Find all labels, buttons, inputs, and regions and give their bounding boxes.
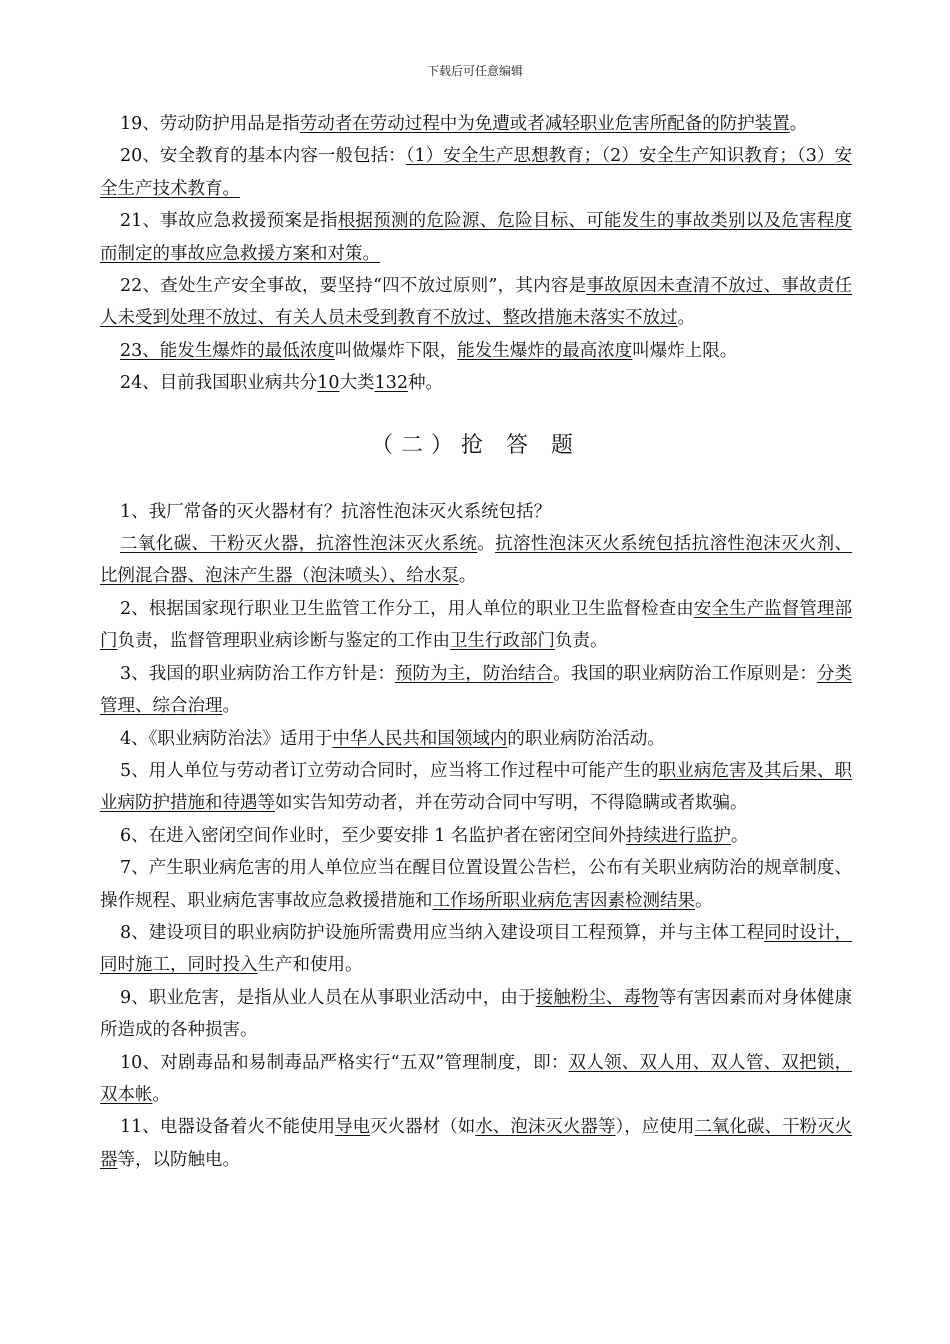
text: 。 <box>222 696 240 717</box>
answer: 中华人民共和国领域内 <box>332 728 508 749</box>
answer-8 <box>100 917 852 982</box>
text: 9、职业危害，是指从业人员在从事职业活动中，由于 <box>120 987 536 1008</box>
answer: 根据预测的危险源、危险目标、可能发生的事故类别以及危害程度而制定的事故应急救援方案和对策。 <box>100 211 852 264</box>
text: 8、建设项目的职业病防护设施所需费用应当纳入建设项目工程预算，并与主体工程 <box>120 922 765 943</box>
text: 4、《职业病防治法》适用于 <box>120 728 333 749</box>
answer-9 <box>100 982 852 1047</box>
text: 如实告知劳动者，并在劳动合同中写明，不得隐瞒或者欺骗。 <box>275 793 748 814</box>
answer: 卫生行政部门 <box>450 631 555 652</box>
text: 种。 <box>407 373 443 394</box>
text: 。我国的职业病防治工作原则是： <box>553 663 817 684</box>
question-21 <box>100 205 852 270</box>
page-header: 下载后可任意编辑 <box>426 64 523 78</box>
text: 等，以防触电。 <box>117 1149 240 1170</box>
answer: 23、能发生爆炸的最低浓度 <box>120 340 335 361</box>
text: 。 <box>152 1084 170 1105</box>
answer: 抗溶性泡沫灭火系统包括抗溶性泡沫灭火剂、比例混合器、泡沫产生器（泡沫喷头）、给水泵 <box>100 534 853 587</box>
text: 21、事故应急救援预案是指 <box>120 211 338 232</box>
text: 的职业病防治活动。 <box>507 728 665 749</box>
answer: 分类管理、综合治理 <box>100 663 853 717</box>
text: 叫做爆炸下限， <box>334 340 458 361</box>
answer-2 <box>100 593 852 658</box>
answer: 10 <box>317 373 340 394</box>
question-24 <box>100 367 852 399</box>
answer: 双人领、双人用、双人管、双把锁，双本帐 <box>100 1052 852 1105</box>
text: 7、产生职业病危害的用人单位应当在醒目位置设置公告栏，公布有关职业病防治的规章制度、操作规程、职业病危害事故应急救援措施和 <box>100 858 852 911</box>
text: 6、在进入密闭空间作业时，至少要安排 1 名监护者在密闭空间外 <box>120 825 626 846</box>
question-19 <box>100 108 852 140</box>
answer: 工作场所职业病危害因素检测结果 <box>432 890 695 911</box>
answer: （1）安全生产思想教育；（2）安全生产知识教育；（3）安全生产技术教育。 <box>100 146 852 199</box>
text: 11、电器设备着火不能使用 <box>120 1117 336 1138</box>
text: 20、安全教育的基本内容一般包括： <box>120 146 406 167</box>
question-22 <box>100 270 852 335</box>
text: 叫爆炸上限。 <box>632 340 738 361</box>
answer-5 <box>100 755 852 820</box>
answer: 二氧化碳、干粉灭火器 <box>100 1117 853 1170</box>
text: 。 <box>477 534 496 555</box>
text: 生产和使用。 <box>257 955 363 976</box>
text: 24、目前我国职业病共分 <box>120 373 318 394</box>
answer: 132 <box>374 373 408 394</box>
answer-10 <box>100 1047 852 1112</box>
answer-1-question <box>100 496 852 528</box>
answer: 水、泡沫灭火器等 <box>475 1117 616 1138</box>
text: 5、用人单位与劳动者订立劳动合同时，应当将工作过程中可能产生的 <box>120 760 659 781</box>
answer: 二氧化碳、干粉灭火器，抗溶性泡沫灭火系统 <box>120 534 478 555</box>
text: 1、我厂常备的灭火器材有？抗溶性泡沫灭火系统包括？ <box>120 501 552 522</box>
answer-11 <box>100 1111 852 1176</box>
text: 大类 <box>339 373 375 394</box>
text: 负责。 <box>555 631 608 652</box>
text: 3、我国的职业病防治工作方针是： <box>120 663 395 684</box>
answer-6 <box>100 820 852 852</box>
answer: 安全生产监督管理部门 <box>100 598 852 652</box>
answer: 持续进行监护 <box>625 825 731 846</box>
text: 22、查处生产安全事故，要坚持“四不放过原则”，其内容是 <box>120 276 587 297</box>
answer: 事故原因未查清不放过、事故责任人未受到处理不放过、有关人员未受到教育不放过、整改措施未落实不放过 <box>100 276 852 329</box>
answer-1 <box>100 528 852 593</box>
answer: 预防为主，防治结合 <box>394 663 554 684</box>
question-23 <box>100 335 852 367</box>
section-title: （二）抢 答 题 <box>371 432 581 458</box>
text: 2、根据国家现行职业卫生监管工作分工，用人单位的职业卫生监督检查由 <box>120 598 694 619</box>
text: 19、劳动防护用品是指 <box>120 114 300 134</box>
text: 。 <box>730 825 749 846</box>
answer: 能发生爆炸的最高浓度 <box>457 340 633 361</box>
text: 。 <box>458 566 477 587</box>
question-20 <box>100 140 852 205</box>
answer: 职业病危害及其后果、职业病防护措施和待遇等 <box>100 760 852 814</box>
answer-3 <box>100 658 852 723</box>
text: 等有害因素而对身体健康所造成的各种损害。 <box>100 987 853 1041</box>
text: ），应使用 <box>615 1117 695 1138</box>
text: 灭火器材（如 <box>370 1117 476 1138</box>
text: 。 <box>789 114 808 134</box>
text: 。 <box>677 308 695 329</box>
text: 负责，监督管理职业病诊断与鉴定的工作由 <box>117 631 450 652</box>
answer-4 <box>100 723 852 755</box>
answer: 导电 <box>335 1117 371 1138</box>
text: 10、对剧毒品和易制毒品严格实行“五双”管理制度，即： <box>120 1052 569 1073</box>
document-body <box>100 108 852 1176</box>
answer-7 <box>100 852 852 917</box>
answer: 同时设计，同时施工，同时投入 <box>100 922 852 976</box>
answer: 接触粉尘、毒物 <box>535 987 659 1008</box>
answer: 劳动者在劳动过程中为免遭或者减轻职业危害所配备的防护装置 <box>299 114 790 134</box>
text: 。 <box>695 890 713 911</box>
